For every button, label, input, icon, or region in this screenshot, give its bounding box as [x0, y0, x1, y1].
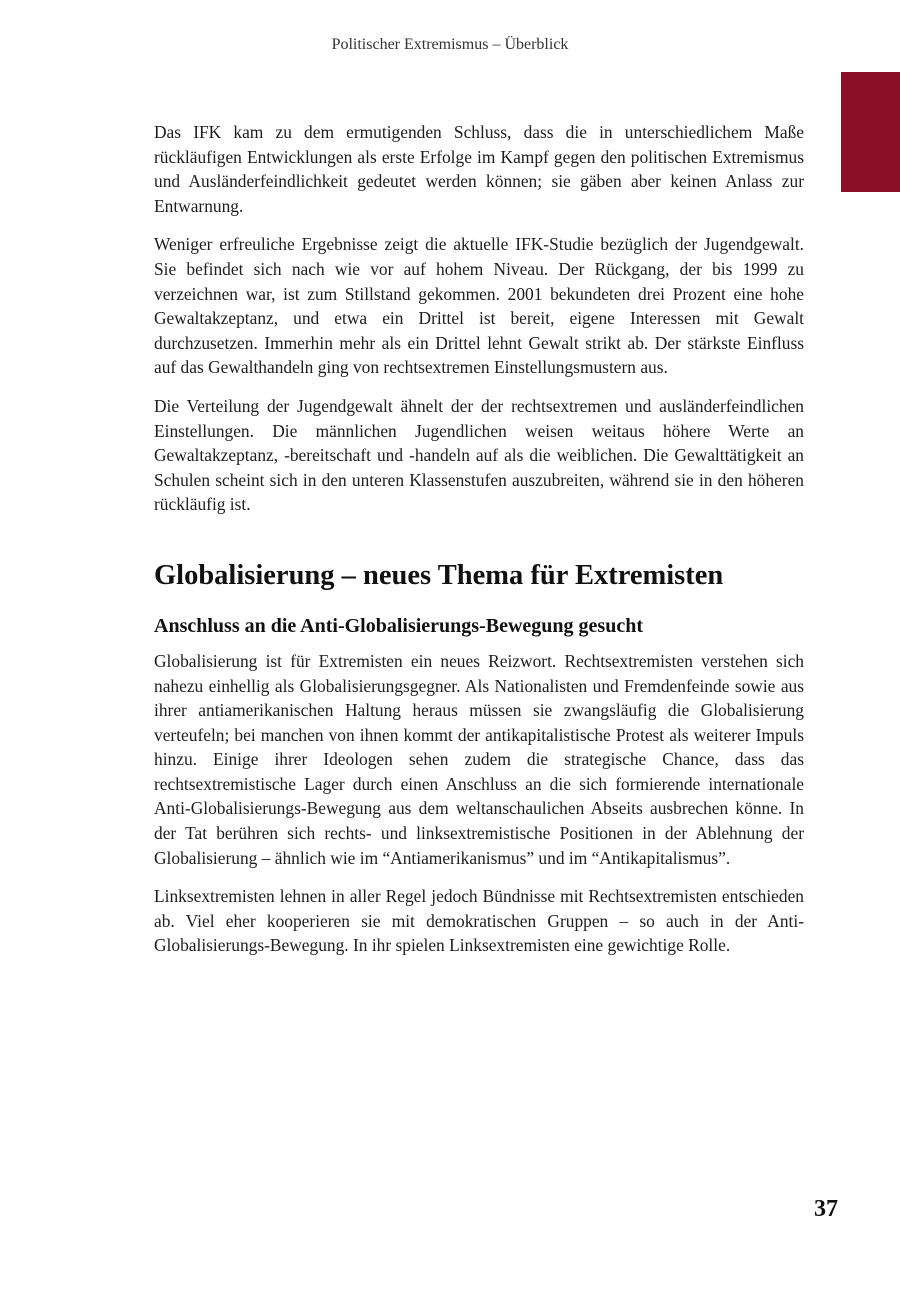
body-paragraph-3: Die Verteilung der Jugendgewalt ähnelt der der rechtsextremen und ausländerfeindlichen Einstellungen. Die männlichen Jugendlichen weisen weitaus höhere Werte an Gewaltakzeptanz, -bereitschaft und -handeln auf als die weiblichen. Die Gewalttätigkeit an Schulen scheint sich in den unteren Klassenstufen auszubreiten, während sie in den höheren rückläufig ist.	[154, 395, 804, 515]
page-content	[154, 120, 804, 972]
body-paragraph-2: Weniger erfreuliche Ergebnisse zeigt die aktuelle IFK-Studie bezüglich der Jugendgewalt. Sie befindet sich nach wie vor auf hohem Niveau. Der Rückgang, der bis 1999 zu verzeichnen war, ist zum Stillstand gekommen. 2001 bekundeten drei Prozent eine hohe Gewaltakzeptanz, und etwa ein Drittel ist bereit, eigene Interessen mit Gewalt durchzusetzen. Immerhin mehr als ein Drittel lehnt Gewalt strikt ab. Der stärkste Einfluss auf das Gewalthandeln ging von rechtsextremen Einstellungsmustern aus.	[154, 234, 804, 378]
body-paragraph-1: Das IFK kam zu dem ermutigenden Schluss, dass die in unterschiedlichem Maße rückläufigen Entwicklungen als erste Erfolge im Kampf gegen den politischen Extremismus und Ausländerfeindlichkeit gedeutet werden können; sie gäben aber keinen Anlass zur Entwarnung.	[154, 122, 804, 216]
section-paragraph-1: Globalisierung ist für Extremisten ein neues Reizwort. Rechtsextremisten verstehen sich nahezu einhellig als Globalisierungsgegner. Als Nationalisten und Fremdenfeinde sowie aus ihrer antiamerikanischen Haltung heraus müssen sie zwangsläufig die Globalisierung verteufeln; bei manchen von ihnen kommt der antikapitalistische Protest als weiterer Impuls hinzu. Einige ihrer Ideologen sehen zudem die strategische Chance, dass das rechtsextremistische Lager durch einen Anschluss an die sich formierende internationale Anti-Globalisierungs-Bewegung aus dem weltanschaulichen Abseits ausbrechen könne. In der Tat berühren sich rechts- und linksextremistische Positionen in der Ablehnung der Globalisierung – ähnlich wie im “Antiamerikanismus” und im “Antikapitalismus”.	[154, 650, 804, 868]
page-number: 37	[814, 1196, 838, 1222]
subsection-title: Anschluss an die Anti-Globalisierungs-Bewegung gesucht	[154, 614, 643, 637]
section-paragraph-2: Linksextremisten lehnen in aller Regel jedoch Bündnisse mit Rechtsextremisten entschieden ab. Viel eher kooperieren sie mit demokratischen Gruppen – so auch in der Anti-Globalisierungs-Bewegung. In ihr spielen Linksextremisten eine gewichtige Rolle.	[154, 886, 804, 956]
running-head: Politischer Extremismus – Überblick	[331, 36, 569, 53]
section-title: Globalisierung – neues Thema für Extremisten	[154, 559, 724, 591]
chapter-thumb-tab	[841, 72, 900, 192]
